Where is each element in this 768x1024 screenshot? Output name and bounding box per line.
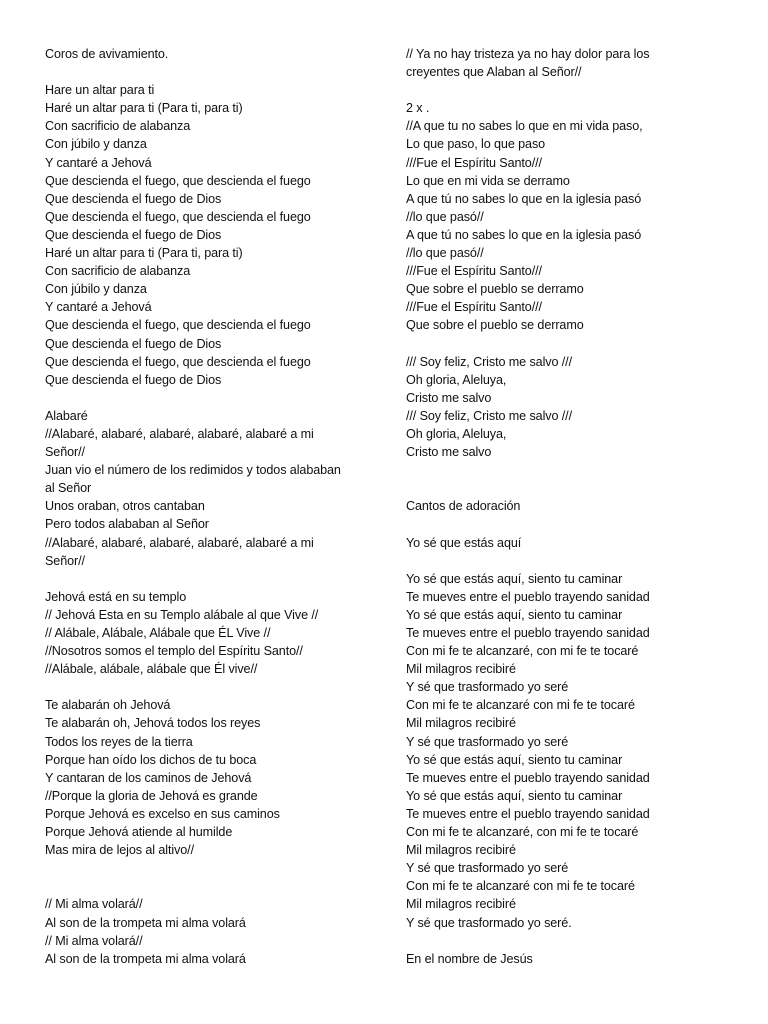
lyric-line: ///Fue el Espíritu Santo/// xyxy=(406,264,542,279)
lyric-line: //A que tu no sabes lo que en mi vida paso, xyxy=(406,119,643,134)
lyric-line: ///Fue el Espíritu Santo/// xyxy=(406,155,542,170)
lyric-line: Coros de avivamiento. xyxy=(45,47,169,61)
blank-line xyxy=(406,932,736,950)
blank-line xyxy=(406,479,736,497)
lyric-line: Y sé que trasformado yo seré. xyxy=(406,915,572,930)
left-column xyxy=(45,45,365,968)
blank-line xyxy=(406,515,736,533)
lyric-line: /// Soy feliz, Cristo me salvo /// xyxy=(406,408,572,423)
lyric-line: Haré un altar para ti (Para ti, para ti) xyxy=(45,101,243,116)
lyric-line: Hare un altar para ti xyxy=(45,83,155,98)
lyric-line: Todos los reyes de la tierra xyxy=(45,734,193,749)
lyric-line: Que descienda el fuego, que descienda el fuego xyxy=(45,173,311,188)
lyric-line: Haré un altar para ti (Para ti, para ti) xyxy=(45,246,243,261)
lyric-line: Juan vio el número de los redimidos y todos alababan xyxy=(45,463,341,478)
right-column xyxy=(406,45,736,968)
lyric-line: // Jehová Esta en su Templo alábale al que Vive // xyxy=(45,607,319,622)
lyric-line: Que descienda el fuego de Dios xyxy=(45,372,222,387)
lyric-line: Que sobre el pueblo se derramo xyxy=(406,318,584,333)
lyric-line: Que sobre el pueblo se derramo xyxy=(406,282,584,297)
lyric-line: Te alabarán oh, Jehová todos los reyes xyxy=(45,716,261,731)
lyric-line: Unos oraban, otros cantaban xyxy=(45,499,205,514)
lyric-line: Y sé que trasformado yo seré xyxy=(406,861,569,876)
lyric-line: Oh gloria, Aleluya, xyxy=(406,372,507,387)
lyric-line: En el nombre de Jesús xyxy=(406,951,533,966)
lyric-line: //Alábale, alábale, alábale que Él vive// xyxy=(45,662,258,677)
lyric-line: Yo sé que estás aquí, siento tu caminar xyxy=(406,788,623,803)
lyric-line: Yo sé que estás aquí xyxy=(406,535,522,550)
blank-line xyxy=(45,678,365,696)
lyric-line: // Mi alma volará// xyxy=(45,897,143,912)
lyric-line: // Alábale, Alábale, Alábale que ÉL Vive // xyxy=(45,626,271,640)
lyric-line: Porque Jehová atiende al humilde xyxy=(45,825,233,840)
lyric-line: Pero todos alababan al Señor xyxy=(45,517,209,532)
lyric-line: Que descienda el fuego, que descienda el fuego xyxy=(45,318,311,333)
lyric-line: //lo que pasó// xyxy=(406,246,484,261)
lyric-line: Alabaré xyxy=(45,408,88,423)
lyric-line: Que descienda el fuego, que descienda el fuego xyxy=(45,209,311,224)
lyric-line: Mil milagros recibiré xyxy=(406,662,516,677)
lyric-line: Cristo me salvo xyxy=(406,445,492,460)
lyric-line: // Ya no hay tristeza ya no hay dolor para los xyxy=(406,47,650,61)
lyric-line: Y cantaran de los caminos de Jehová xyxy=(45,770,252,785)
blank-line xyxy=(45,63,365,81)
lyric-line: // Mi alma volará// xyxy=(45,933,143,948)
blank-line xyxy=(45,859,365,877)
lyric-line: Oh gloria, Aleluya, xyxy=(406,426,507,441)
lyric-line: Porque han oído los dichos de tu boca xyxy=(45,752,257,767)
lyric-line: Yo sé que estás aquí, siento tu caminar xyxy=(406,571,623,586)
blank-line xyxy=(45,570,365,588)
lyric-line: //Alabaré, alabaré, alabaré, alabaré, alabaré a mi xyxy=(45,426,314,441)
lyric-line: Cristo me salvo xyxy=(406,390,492,405)
lyric-line: Te mueves entre el pueblo trayendo sanidad xyxy=(406,770,650,785)
lyric-line: /// Soy feliz, Cristo me salvo /// xyxy=(406,354,572,369)
lyric-line: Con júbilo y danza xyxy=(45,282,147,297)
lyric-line: Que descienda el fuego de Dios xyxy=(45,336,222,351)
lyric-line: Mil milagros recibiré xyxy=(406,716,516,731)
blank-line xyxy=(406,461,736,479)
lyric-line: al Señor xyxy=(45,481,92,496)
lyric-line: Al son de la trompeta mi alma volará xyxy=(45,951,246,966)
lyric-line: Y cantaré a Jehová xyxy=(45,300,152,315)
lyric-line: ///Fue el Espíritu Santo/// xyxy=(406,300,542,315)
blank-line xyxy=(45,389,365,407)
lyric-line: Que descienda el fuego de Dios xyxy=(45,191,222,206)
lyric-line: Que descienda el fuego de Dios xyxy=(45,227,222,242)
lyric-line: Con mi fe te alcanzaré, con mi fe te tocaré xyxy=(406,825,639,840)
lyric-line: //Alabaré, alabaré, alabaré, alabaré, alabaré a mi xyxy=(45,535,314,550)
lyric-line: Yo sé que estás aquí, siento tu caminar xyxy=(406,752,623,767)
lyric-line: Con mi fe te alcanzaré con mi fe te tocaré xyxy=(406,879,635,894)
lyric-line: //lo que pasó// xyxy=(406,209,484,224)
lyric-line: Y sé que trasformado yo seré xyxy=(406,680,569,695)
lyric-line: Te mueves entre el pueblo trayendo sanidad xyxy=(406,626,650,640)
lyric-line: Con sacrificio de alabanza xyxy=(45,119,191,134)
lyric-line: 2 x . xyxy=(406,101,430,116)
lyric-line: //Porque la gloria de Jehová es grande xyxy=(45,788,258,803)
lyric-line: creyentes que Alaban al Señor// xyxy=(406,65,582,80)
lyric-line: Lo que paso, lo que paso xyxy=(406,137,546,152)
lyric-line: Jehová está en su templo xyxy=(45,589,187,604)
lyric-line: Y cantaré a Jehová xyxy=(45,155,152,170)
lyric-line: Mas mira de lejos al altivo// xyxy=(45,843,194,858)
lyric-line: Yo sé que estás aquí, siento tu caminar xyxy=(406,607,623,622)
lyric-line: Mil milagros recibiré xyxy=(406,897,516,912)
blank-line xyxy=(406,81,736,99)
lyric-line: Y sé que trasformado yo seré xyxy=(406,734,569,749)
lyric-line: Cantos de adoración xyxy=(406,499,521,514)
lyric-line: Señor// xyxy=(45,445,85,460)
blank-line xyxy=(406,335,736,353)
lyric-line: Con mi fe te alcanzaré con mi fe te tocaré xyxy=(406,698,635,713)
lyric-line: Porque Jehová es excelso en sus caminos xyxy=(45,806,280,821)
lyric-line: Mil milagros recibiré xyxy=(406,843,516,858)
lyric-line: Con sacrificio de alabanza xyxy=(45,264,191,279)
lyric-line: Que descienda el fuego, que descienda el fuego xyxy=(45,354,311,369)
lyric-line: A que tú no sabes lo que en la iglesia pasó xyxy=(406,191,642,206)
blank-line xyxy=(406,552,736,570)
lyric-line: Con júbilo y danza xyxy=(45,137,147,152)
lyric-line: Al son de la trompeta mi alma volará xyxy=(45,915,246,930)
lyric-line: Con mi fe te alcanzaré, con mi fe te tocaré xyxy=(406,644,639,659)
lyric-line: //Nosotros somos el templo del Espíritu Santo// xyxy=(45,644,303,659)
lyric-line: Señor// xyxy=(45,553,85,568)
lyric-line: Te mueves entre el pueblo trayendo sanidad xyxy=(406,589,650,604)
lyric-line: Te mueves entre el pueblo trayendo sanidad xyxy=(406,806,650,821)
blank-line xyxy=(45,877,365,895)
lyric-line: Te alabarán oh Jehová xyxy=(45,698,171,713)
lyric-line: A que tú no sabes lo que en la iglesia pasó xyxy=(406,227,642,242)
lyric-line: Lo que en mi vida se derramo xyxy=(406,173,570,188)
